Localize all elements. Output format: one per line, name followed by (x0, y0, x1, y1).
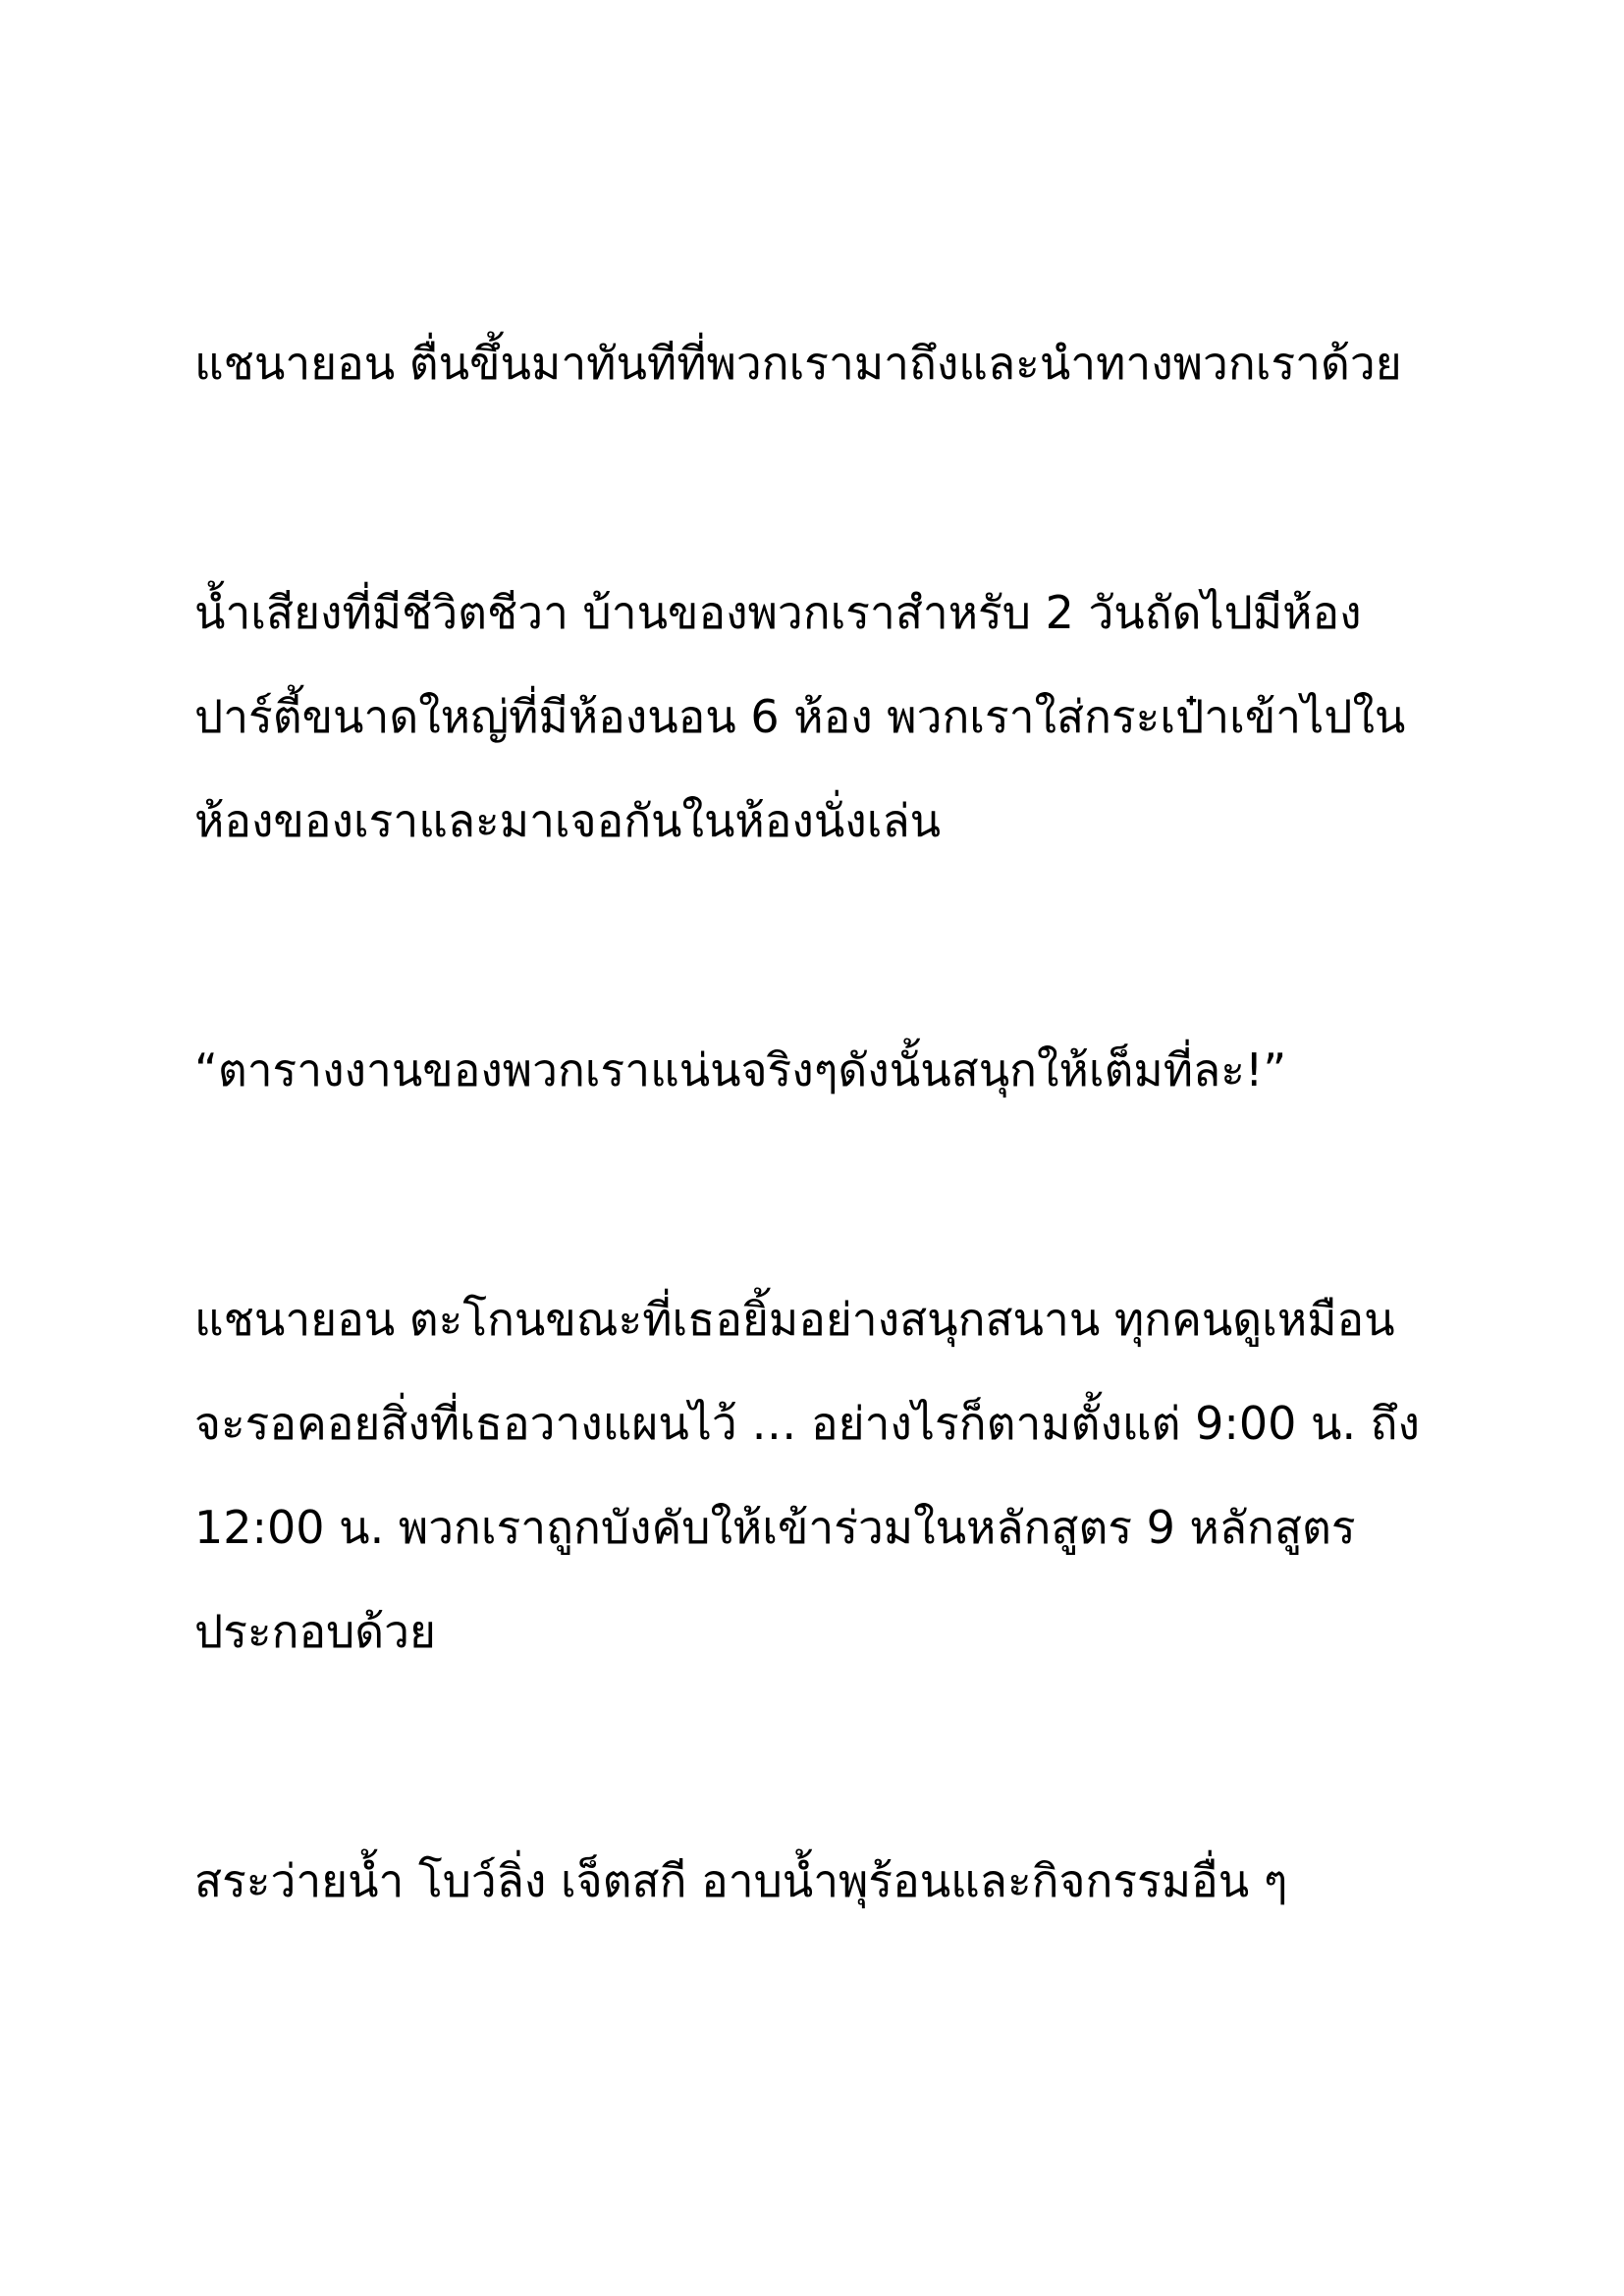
paragraph-4-line-4: ประกอบด้วย (194, 1605, 436, 1658)
paragraph-5-line-1: สระว่ายน้ำ โบว์ลิ่ง เจ็ตสกี อาบน้ำพุร้อนและกิจกรรมอื่น ๆ (194, 1854, 1288, 1907)
paragraph-3-line-1: “ตารางงานของพวกเราแน่นจริงๆดังนั้นสนุกให้เต็มที่ละ!” (194, 1043, 1287, 1096)
paragraph-2-line-3: ห้องของเราและมาเจอกันในห้องนั่งเล่น (194, 794, 942, 847)
paragraph-4-line-3: 12:00 น. พวกเราถูกบังคับให้เข้าร่วมในหลักสูตร 9 หลักสูตร (194, 1501, 1356, 1554)
paragraph-4-line-2: จะรอคอยสิ่งที่เธอวางแผนไว้ … อย่างไรก็ตามตั้งแต่ 9:00 น. ถึง (194, 1397, 1420, 1450)
paragraph-4-line-1: แชนายอน ตะโกนขณะที่เธอยิ้มอย่างสนุกสนาน ทุกคนดูเหมือน (194, 1293, 1395, 1346)
paragraph-1-line-1: แชนายอน ตื่นขึ้นมาทันทีที่พวกเรามาถึงและนำทางพวกเราด้วย (194, 337, 1402, 390)
paragraph-2-line-2: ปาร์ตี้ขนาดใหญ่ที่มีห้องนอน 6 ห้อง พวกเราใส่กระเป๋าเข้าไปใน (194, 690, 1406, 743)
paragraph-2-line-1: น้ำเสียงที่มีชีวิตชีวา บ้านของพวกเราสำหรับ 2 วันถัดไปมีห้อง (194, 586, 1362, 639)
